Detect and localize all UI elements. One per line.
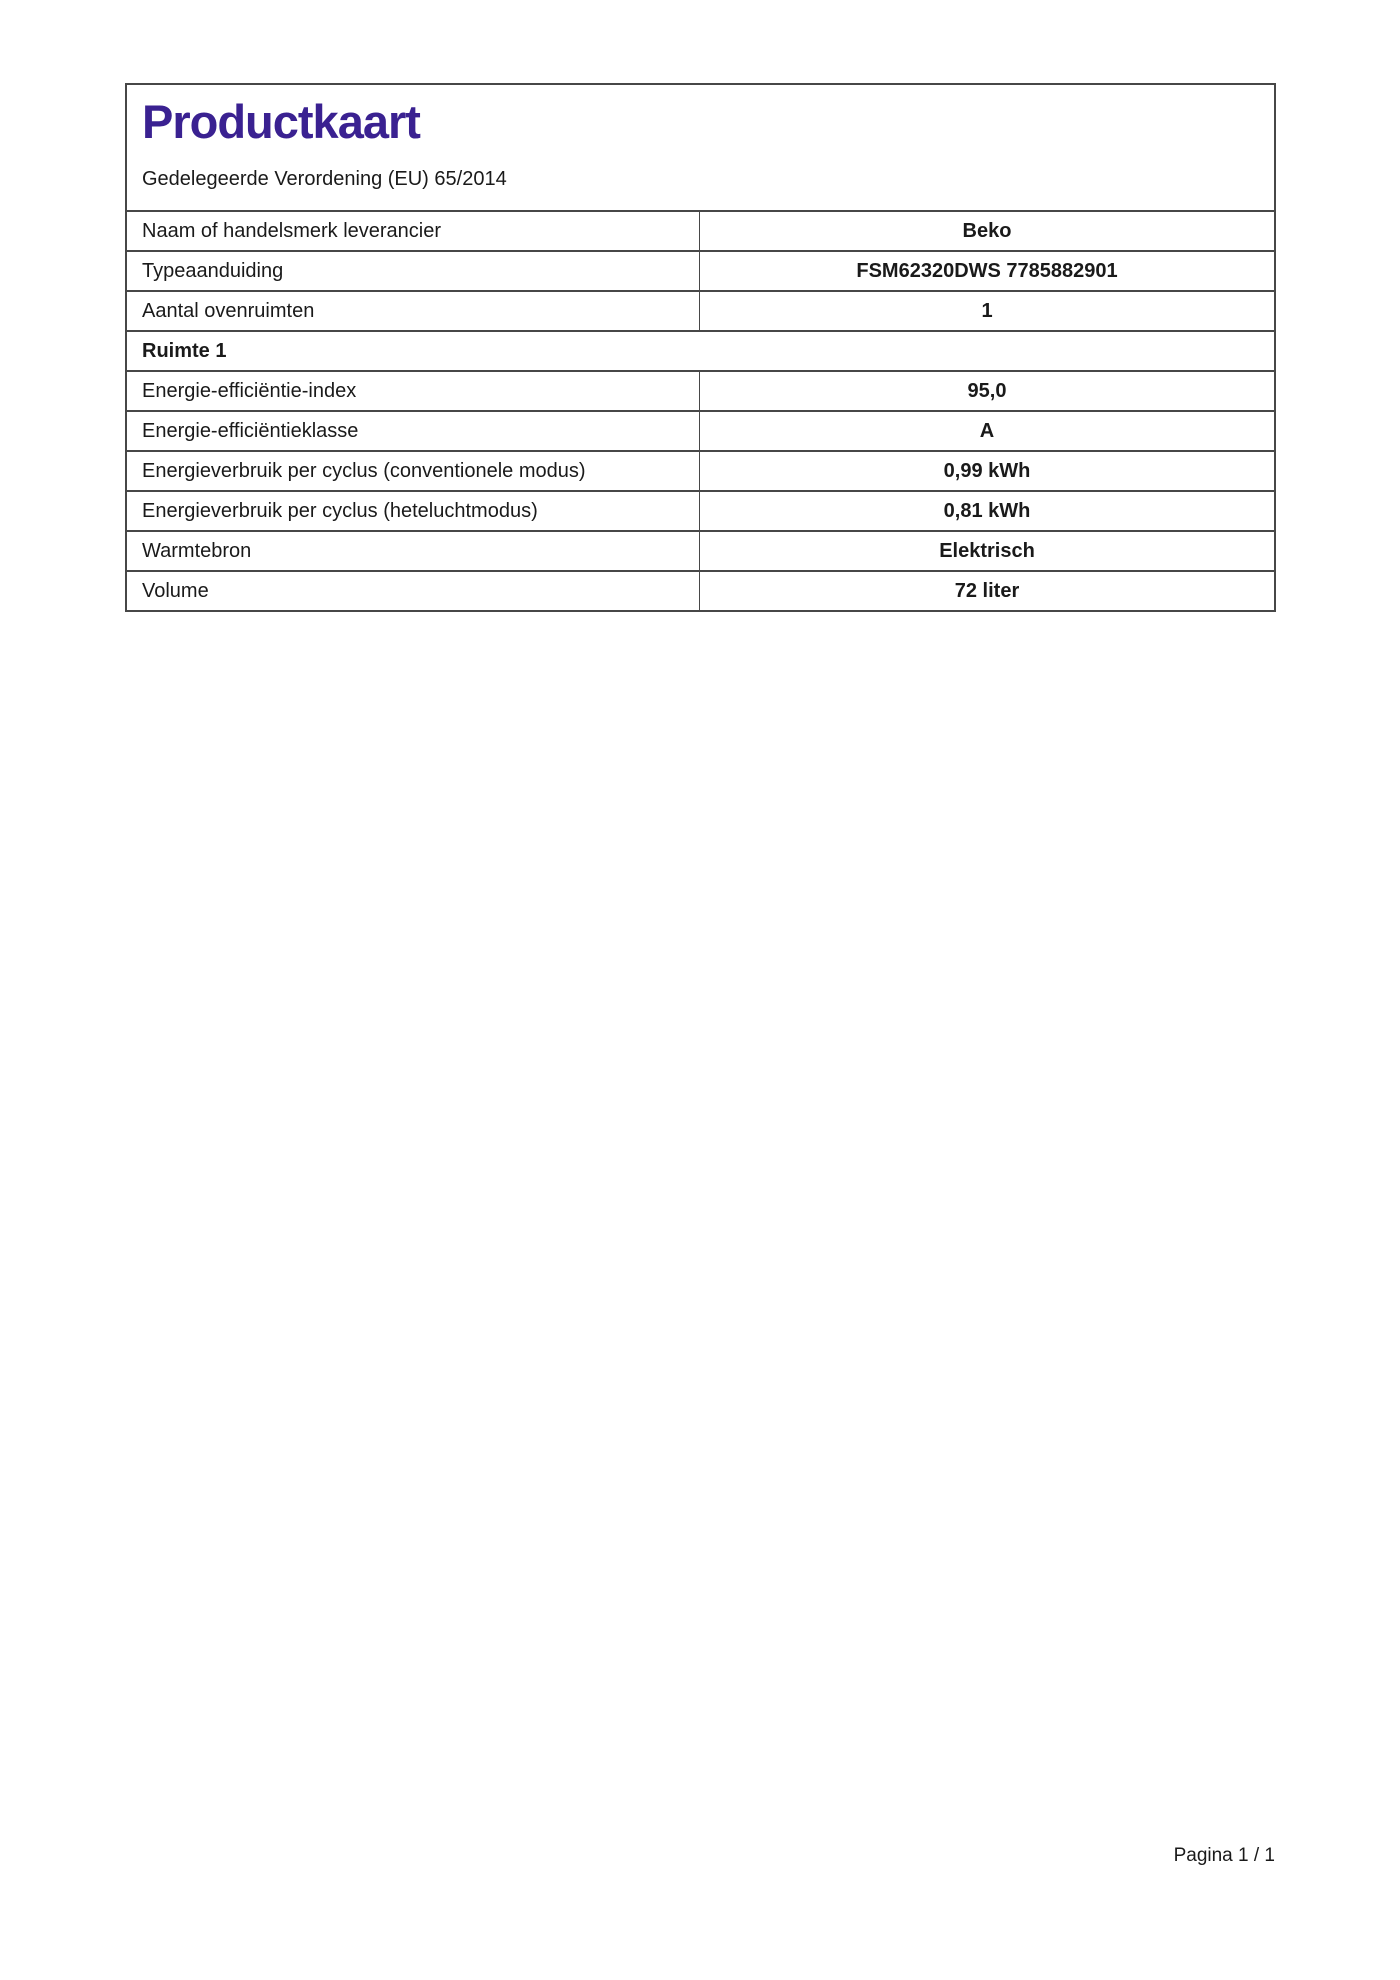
row-value: 72 liter [699,572,1274,610]
section-header-row [127,330,1274,370]
row-label: Energieverbruik per cyclus (conventionele modus) [142,459,586,482]
row-value: 0,81 kWh [699,492,1274,530]
regulation-subtitle: Gedelegeerde Verordening (EU) 65/2014 [142,168,507,190]
page-title: Productkaart [142,95,420,148]
table-row [127,370,1274,410]
page-number: Pagina 1 / 1 [1173,1845,1275,1866]
row-label: Energieverbruik per cyclus (heteluchtmodus) [142,499,538,522]
row-value: A [699,412,1274,450]
row-value: FSM62320DWS 7785882901 [699,252,1274,290]
table-row [127,570,1274,610]
table-row [127,290,1274,330]
row-label: Energie-efficiëntie-index [142,379,357,402]
table-row [127,250,1274,290]
row-value: Elektrisch [699,532,1274,570]
row-label: Energie-efficiëntieklasse [142,419,359,442]
table-row [127,210,1274,250]
row-value: 1 [699,292,1274,330]
row-label: Warmtebron [142,539,252,562]
table-row [127,530,1274,570]
product-fiche [125,83,1276,612]
row-value: 95,0 [699,372,1274,410]
section-label: Ruimte 1 [142,339,227,362]
fiche-header [127,85,1274,210]
fiche-table [127,210,1274,610]
table-row [127,450,1274,490]
row-label: Naam of handelsmerk leverancier [142,219,442,242]
row-label: Typeaanduiding [142,259,284,282]
row-value: Beko [699,212,1274,250]
table-row [127,410,1274,450]
row-value: 0,99 kWh [699,452,1274,490]
row-label: Volume [142,579,209,602]
row-label: Aantal ovenruimten [142,299,315,322]
table-row [127,490,1274,530]
